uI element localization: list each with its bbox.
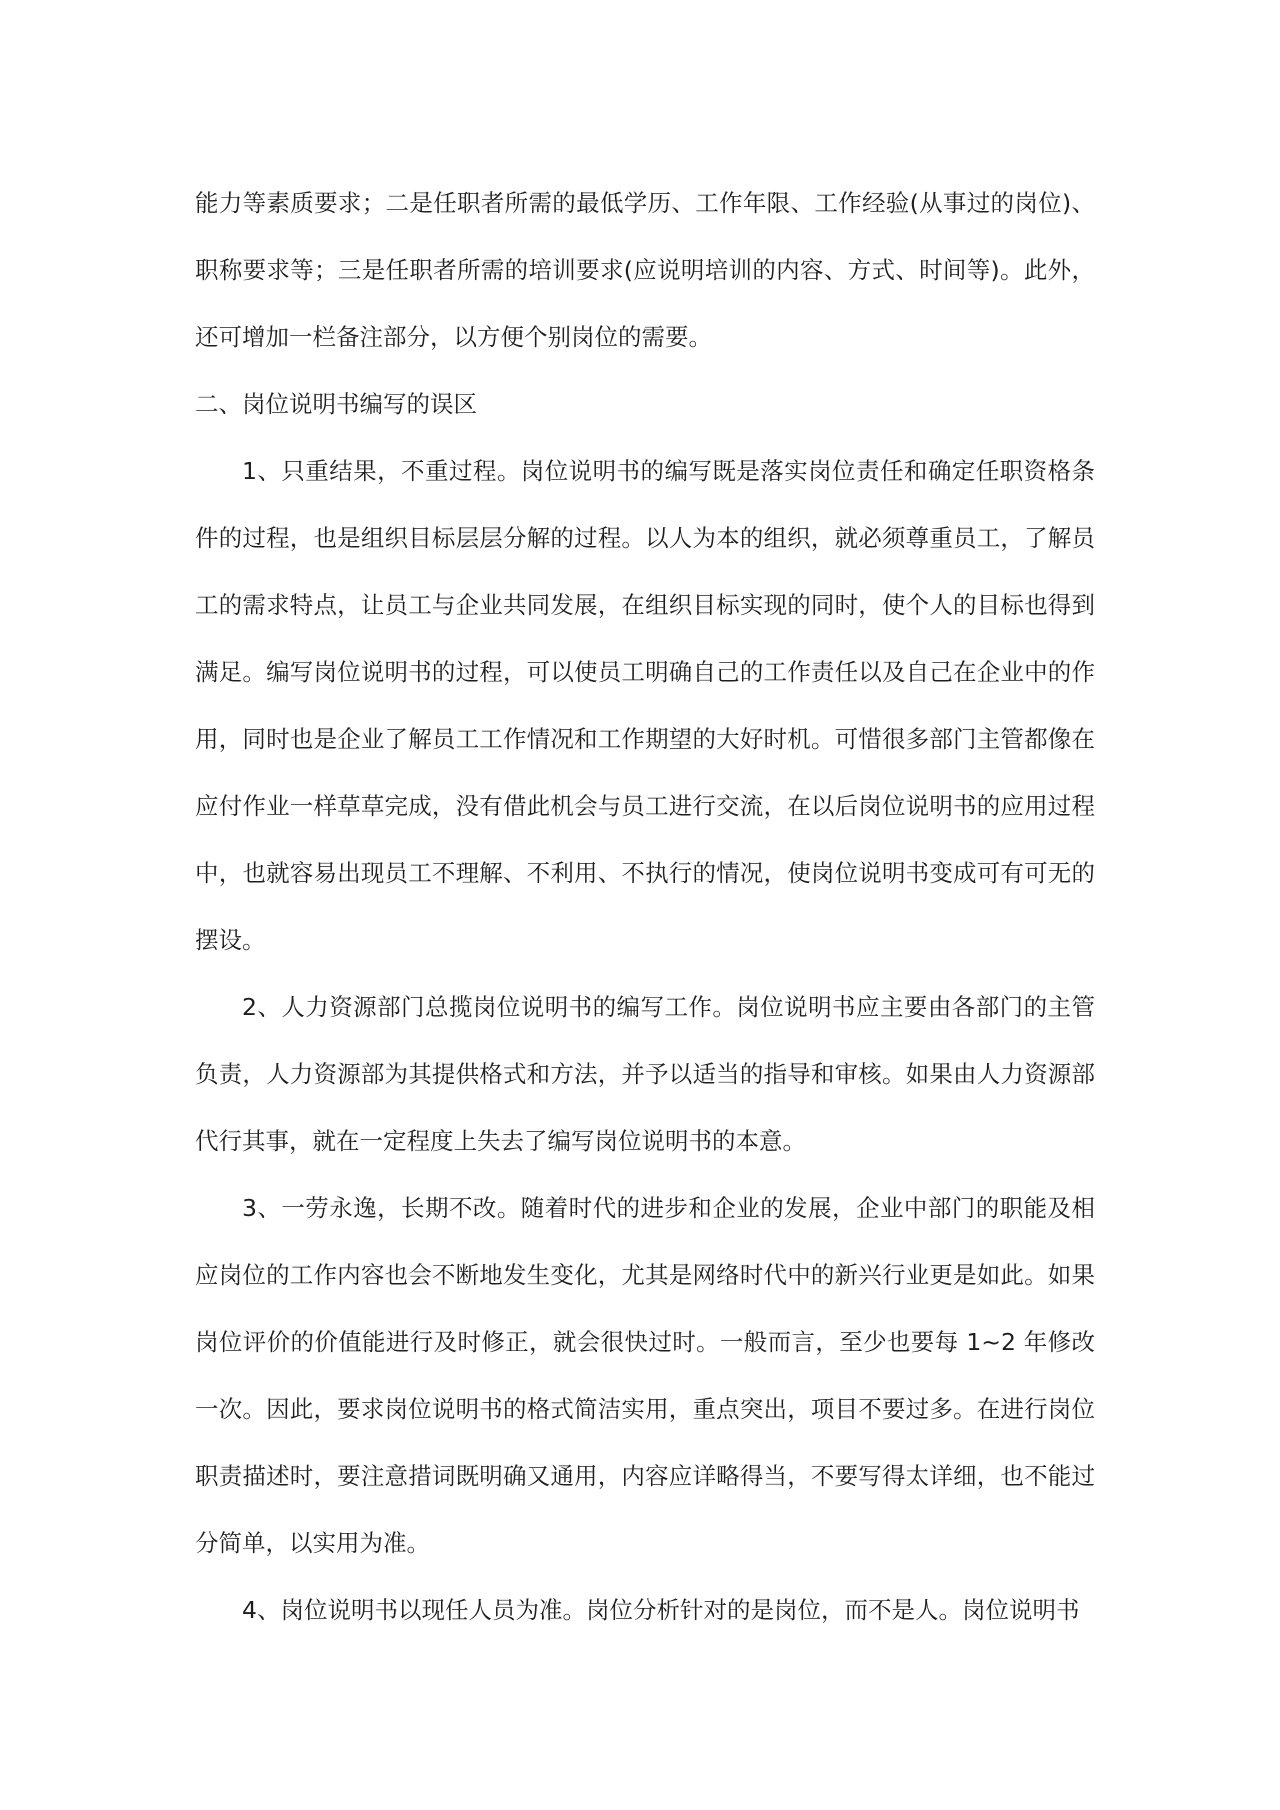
paragraph-misconception-2: 2、人力资源部门总揽岗位说明书的编写工作。岗位说明书应主要由各部门的主管负责，人力资源部为其提供格式和方法，并予以适当的指导和审核。如果由人力资源部代行其事，就在一定程度上失去了编写岗位说明书的本意。 bbox=[195, 993, 1095, 1155]
paragraph-qualification-requirements: 能力等素质要求；二是任职者所需的最低学历、工作年限、工作经验(从事过的岗位)、职称要求等；三是任职者所需的培训要求(应说明培训的内容、方式、时间等)。此外，还可增加一栏备注部分，以方便个别岗位的需要。 bbox=[195, 189, 1095, 351]
document-body bbox=[195, 170, 1095, 1644]
paragraph-misconception-1: 1、只重结果，不重过程。岗位说明书的编写既是落实岗位责任和确定任职资格条件的过程，也是组织目标层层分解的过程。以人为本的组织，就必须尊重员工，了解员工的需求特点，让员工与企业共同发展，在组织目标实现的同时，使个人的目标也得到满足。编写岗位说明书的过程，可以使员工明确自己的工作责任以及自己在企业中的作用，同时也是企业了解员工工作情况和工作期望的大好时机。可惜很多部门主管都像在应付作业一样草草完成，没有借此机会与员工进行交流，在以后岗位说明书的应用过程中，也就容易出现员工不理解、不利用、不执行的情况，使岗位说明书变成可有可无的摆设。 bbox=[195, 457, 1095, 954]
paragraph-misconception-4: 4、岗位说明书以现任人员为准。岗位分析针对的是岗位，而不是人。岗位说明书 bbox=[242, 1596, 1080, 1624]
section-heading-misconceptions: 二、岗位说明书编写的误区 bbox=[195, 390, 477, 418]
paragraph-misconception-3: 3、一劳永逸，长期不改。随着时代的进步和企业的发展，企业中部门的职能及相应岗位的工作内容也会不断地发生变化，尤其是网络时代中的新兴行业更是如此。如果岗位评价的价值能进行及时修正，就会很快过时。一般而言，至少也要每 1~2 年修改一次。因此，要求岗位说明书的格式简洁实用，重点突出，项目不要过多。在进行岗位职责描述时，要注意措词既明确又通用，内容应详略得当，不要写得太详细，也不能过分简单，以实用为准。 bbox=[195, 1194, 1095, 1557]
